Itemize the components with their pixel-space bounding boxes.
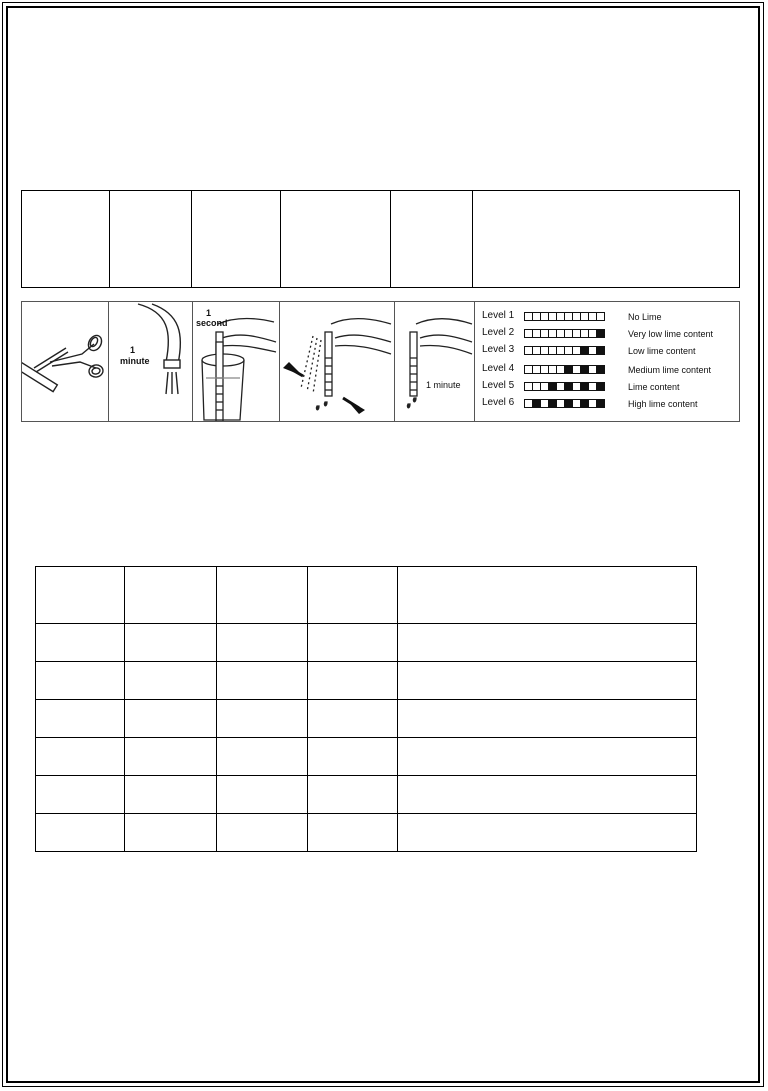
legend-strip-cell	[597, 346, 605, 355]
legend-strip-cell	[549, 399, 557, 408]
legend-strip-cell	[565, 329, 573, 338]
header-table	[21, 190, 740, 288]
legend-strip-cell	[557, 399, 565, 408]
legend-row	[482, 344, 732, 358]
table-row	[36, 662, 697, 700]
legend-row	[482, 397, 732, 411]
legend-strip-cell	[573, 329, 581, 338]
header-cell	[473, 191, 740, 288]
table-head-cell	[217, 567, 308, 624]
legend-description: Low lime content	[628, 346, 696, 356]
table-row	[36, 700, 697, 738]
legend-test-strip	[524, 329, 605, 338]
legend-strip-cell	[541, 399, 549, 408]
table-row	[36, 624, 697, 662]
legend-strip-cell	[589, 346, 597, 355]
legend-strip-cell	[557, 382, 565, 391]
legend-level-label: Level 5	[482, 380, 515, 391]
legend-test-strip	[524, 365, 605, 374]
legend-strip-cell	[549, 312, 557, 321]
shake-icon	[279, 302, 394, 421]
result-legend	[474, 302, 740, 421]
legend-strip-cell	[597, 312, 605, 321]
legend-strip-cell	[549, 346, 557, 355]
instruction-strip	[21, 301, 740, 422]
legend-strip-cell	[589, 329, 597, 338]
legend-strip-cell	[597, 382, 605, 391]
header-cell	[22, 191, 110, 288]
header-cell	[110, 191, 192, 288]
legend-test-strip	[524, 399, 605, 408]
legend-strip-cell	[524, 329, 533, 338]
legend-description: Medium lime content	[628, 365, 712, 375]
legend-test-strip	[524, 382, 605, 391]
legend-strip-cell	[581, 312, 589, 321]
legend-level-label: Level 4	[482, 363, 515, 374]
tap-icon	[108, 302, 192, 421]
step-dip-strip	[192, 302, 280, 421]
step-run-tap	[108, 302, 193, 421]
step2-number: 1	[130, 345, 136, 355]
header-cell	[391, 191, 473, 288]
legend-description: Lime content	[628, 382, 680, 392]
step3-number: 1	[206, 308, 212, 318]
legend-row	[482, 310, 732, 324]
legend-description: No Lime	[628, 312, 662, 322]
legend-strip-cell	[565, 365, 573, 374]
legend-strip-cell	[573, 365, 581, 374]
dip-cup-icon	[192, 302, 279, 421]
legend-level-label: Level 2	[482, 327, 515, 338]
settings-table	[35, 566, 697, 852]
legend-strip-cell	[533, 399, 541, 408]
legend-strip-cell	[549, 329, 557, 338]
legend-strip-cell	[573, 382, 581, 391]
legend-test-strip	[524, 312, 605, 321]
table-row	[36, 814, 697, 852]
legend-strip-cell	[524, 312, 533, 321]
legend-strip-cell	[581, 346, 589, 355]
legend-strip-cell	[597, 329, 605, 338]
legend-strip-cell	[541, 346, 549, 355]
legend-strip-cell	[541, 312, 549, 321]
legend-strip-cell	[549, 365, 557, 374]
legend-strip-cell	[597, 399, 605, 408]
table-head-cell	[125, 567, 217, 624]
legend-description: High lime content	[628, 399, 698, 409]
step2-unit: minute	[120, 356, 150, 366]
legend-strip-cell	[581, 365, 589, 374]
legend-strip-cell	[541, 382, 549, 391]
legend-level-label: Level 1	[482, 310, 515, 321]
table-head-cell	[398, 567, 697, 624]
legend-strip-cell	[533, 365, 541, 374]
legend-strip-cell	[549, 382, 557, 391]
legend-strip-cell	[533, 346, 541, 355]
legend-strip-cell	[557, 365, 565, 374]
legend-level-label: Level 3	[482, 344, 515, 355]
wait-strip-icon	[394, 302, 474, 421]
legend-strip-cell	[565, 399, 573, 408]
legend-strip-cell	[541, 329, 549, 338]
legend-row	[482, 363, 732, 377]
legend-strip-cell	[589, 312, 597, 321]
legend-strip-cell	[589, 382, 597, 391]
legend-strip-cell	[541, 365, 549, 374]
legend-strip-cell	[524, 365, 533, 374]
header-cell	[192, 191, 281, 288]
legend-strip-cell	[533, 382, 541, 391]
legend-strip-cell	[573, 346, 581, 355]
table-row	[36, 738, 697, 776]
legend-strip-cell	[573, 312, 581, 321]
legend-description: Very low lime content	[628, 329, 714, 339]
legend-strip-cell	[581, 329, 589, 338]
legend-strip-cell	[589, 399, 597, 408]
legend-strip-cell	[557, 329, 565, 338]
legend-strip-cell	[524, 382, 533, 391]
step3-unit: second	[196, 318, 228, 328]
legend-strip-cell	[581, 382, 589, 391]
page-border-inner	[6, 6, 760, 1083]
legend-strip-cell	[589, 365, 597, 374]
legend-row	[482, 380, 732, 394]
legend-strip-cell	[573, 399, 581, 408]
legend-strip-cell	[581, 399, 589, 408]
legend-level-label: Level 6	[482, 397, 515, 408]
legend-strip-cell	[565, 346, 573, 355]
step-wait	[394, 302, 475, 421]
legend-strip-cell	[524, 399, 533, 408]
legend-test-strip	[524, 346, 605, 355]
legend-row	[482, 327, 732, 341]
table-row	[36, 776, 697, 814]
table-head-cell	[308, 567, 398, 624]
step-shake-strip	[279, 302, 395, 421]
step5-label: 1 minute	[426, 380, 461, 390]
step-cut-packet	[22, 302, 109, 421]
table-head-cell	[36, 567, 125, 624]
legend-strip-cell	[557, 312, 565, 321]
legend-strip-cell	[557, 346, 565, 355]
legend-strip-cell	[533, 312, 541, 321]
legend-strip-cell	[533, 329, 541, 338]
header-cell	[281, 191, 391, 288]
scissors-icon	[22, 302, 108, 421]
legend-strip-cell	[524, 346, 533, 355]
legend-strip-cell	[565, 382, 573, 391]
legend-strip-cell	[597, 365, 605, 374]
legend-strip-cell	[565, 312, 573, 321]
